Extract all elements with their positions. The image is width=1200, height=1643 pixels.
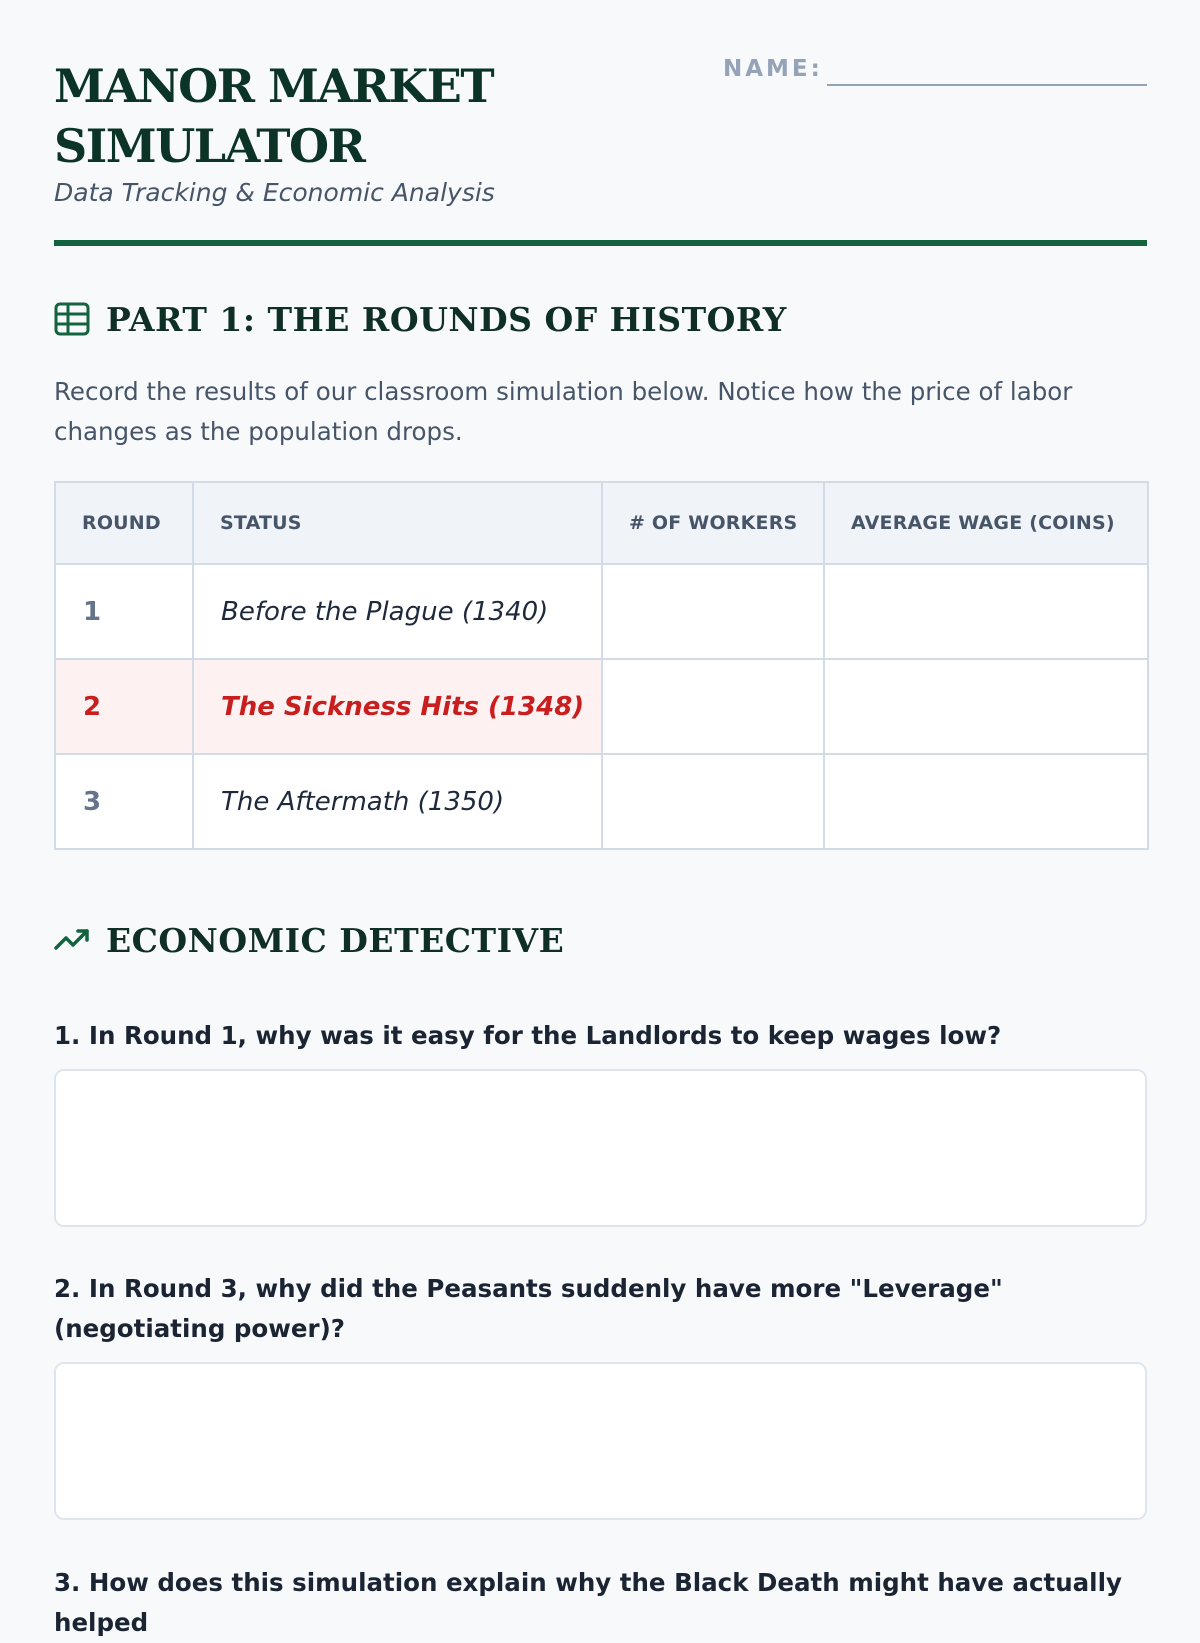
wage-cell[interactable] [824,754,1148,849]
round-status: The Sickness Hits (1348) [193,659,602,754]
part1-heading [54,299,787,339]
table-header-row [55,482,1148,564]
name-label: NAME: [723,56,823,82]
table-row [55,564,1148,659]
round-status: Before the Plague (1340) [193,564,602,659]
answer-box-1[interactable] [54,1069,1147,1227]
question-2: 2. In Round 3, why did the Peasants suddenly have more "Leverage" (negotiating power)? [54,1274,1003,1343]
workers-cell[interactable] [602,754,824,849]
round-status: The Aftermath (1350) [193,754,602,849]
workers-cell[interactable] [602,564,824,659]
column-header-round: ROUND [55,482,193,564]
worksheet-page [54,0,1147,1637]
detective-heading-text: ECONOMIC DETECTIVE [106,920,565,960]
round-number: 1 [55,564,193,659]
detective-heading [54,920,564,960]
column-header-workers: # OF WORKERS [602,482,824,564]
answer-box-2[interactable] [54,1362,1147,1520]
name-input-line[interactable] [827,84,1147,86]
column-header-status: STATUS [193,482,602,564]
table-icon [54,301,90,337]
wage-cell[interactable] [824,659,1148,754]
workers-cell[interactable] [602,659,824,754]
part1-heading-text: PART 1: THE ROUNDS OF HISTORY [106,299,787,339]
name-field-group [723,54,1147,88]
question-1: 1. In Round 1, why was it easy for the Landlords to keep wages low? [54,1021,1002,1050]
part1-intro: Record the results of our classroom simulation below. Notice how the price of labor changes as the population drops. [54,377,1073,446]
table-row [55,754,1148,849]
title-line-2: SIMULATOR [54,119,365,173]
wage-cell[interactable] [824,564,1148,659]
header-divider [54,240,1147,246]
round-number: 3 [55,754,193,849]
trending-up-icon [54,922,90,958]
worksheet-header [54,0,1147,246]
round-number: 2 [55,659,193,754]
question-3: 3. How does this simulation explain why the Black Death might have actually helped [54,1568,1122,1637]
rounds-table [54,481,1149,850]
page-title [54,56,524,176]
title-line-1: MANOR MARKET [54,59,494,113]
page-subtitle: Data Tracking & Economic Analysis [54,178,495,207]
table-row [55,659,1148,754]
column-header-wage: AVERAGE WAGE (COINS) [824,482,1148,564]
